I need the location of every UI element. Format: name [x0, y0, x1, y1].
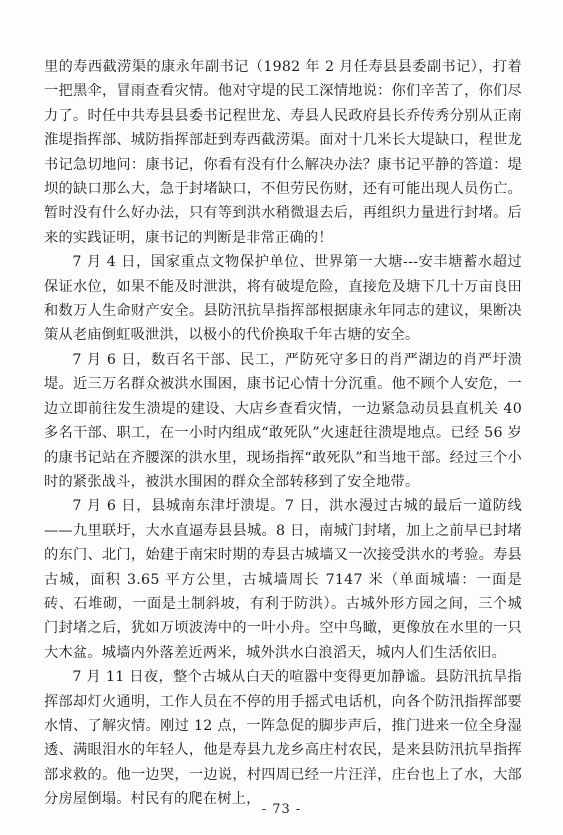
paragraph: 里的寿西截涝渠的康永年副书记（1982 年 2 月任寿县县委副书记），打着一把黑伞，冒雨查看灾情。他对守堤的民工深情地说：你们辛苦了，你们尽力了。时任中共寿县县委书记程世龙、寿县人民政府县长乔传秀分别从正南淮堤指挥部、城防指挥部赶到寿西截涝渠。面对十几米长大堤缺口，程世龙书记急切地问：康书记，你看有没有什么解决办法？康书记平静的答道：堤坝的缺口那么大，急于封堵缺口，不但劳民伤财，还有可能出现人员伤亡。暂时没有什么好办法，只有等到洪水稍微退去后，再组织力量进行封堵。后来的实践证明，康书记的判断是非常正确的！ [44, 59, 522, 246]
paragraph: 7 月 6 日，数百名干部、民工，严防死守多日的肖严湖边的肖严圩溃堤。近三万名群众被洪水围困，康书记心情十分沉重。他不顾个人安危，一边立即前往发生溃堤的建设、大店乡查看灾情，一边紧急动员县直机关 40 多名干部、职工，在一小时内组成“敢死队”火速赶往溃堤地点。已经 56 岁的康书记站在齐腰深的洪水里，现场指挥“敢死队”和当地干部。经过三个小时的紧张战斗，被洪水围困的群众全部转移到了安全地带。 [44, 351, 522, 490]
paragraph: 7 月 6 日，县城南东津圩溃堤。7 日，洪水漫过古城的最后一道防线——九里联圩，大水直逼寿县县城。8 日，南城门封堵，加上之前早已封堵的东门、北门，始建于南宋时期的寿县古城墙又一次接受洪水的考验。寿县古城，面积 3.65 平方公里，古城墙周长 7147 米（单面城墙：一面是砖、石堆砌，一面是土制斜坡，有利于防洪）。古城外形方园之间，三个城门封堵之后，犹如万顷波涛中的一叶小舟。空中鸟瞰，更像放在水里的一只大木盆。城墙内外落差近两米，城外洪水白浪滔天，城内人们生活依旧。 [44, 498, 522, 661]
page-number: - 73 - [261, 802, 302, 817]
paragraph: 7 月 4 日，国家重点文物保护单位、世界第一大塘---安丰塘蓄水超过保证水位，如果不能及时泄洪，将有破堤危险，直接危及塘下几十万亩良田和数万人生命财产安全。县防汛抗旱指挥部根据康永年同志的建议，果断决策从老庙倒虹吸泄洪，以极小的代价换取千年古塘的安全。 [44, 254, 522, 344]
paragraph: 7 月 11 日夜，整个古城从白天的喧嚣中变得更加静谧。县防汛抗旱指挥部却灯火通明，工作人员在不停的用手摇式电话机，向各个防汛指挥部要水情、了解灾情。刚过 12 点，一阵急促的脚步声后，推门进来一位全身湿透、满眼泪水的年轻人，他是寿县九龙乡高庄村农民，是来县防汛抗旱指挥部求救的。他一边哭，一边说，村四周已经一片汪洋，庄台也上了水，大部分房屋倒塌。村民有的爬在树上， [44, 669, 522, 808]
body-text [44, 55, 522, 812]
